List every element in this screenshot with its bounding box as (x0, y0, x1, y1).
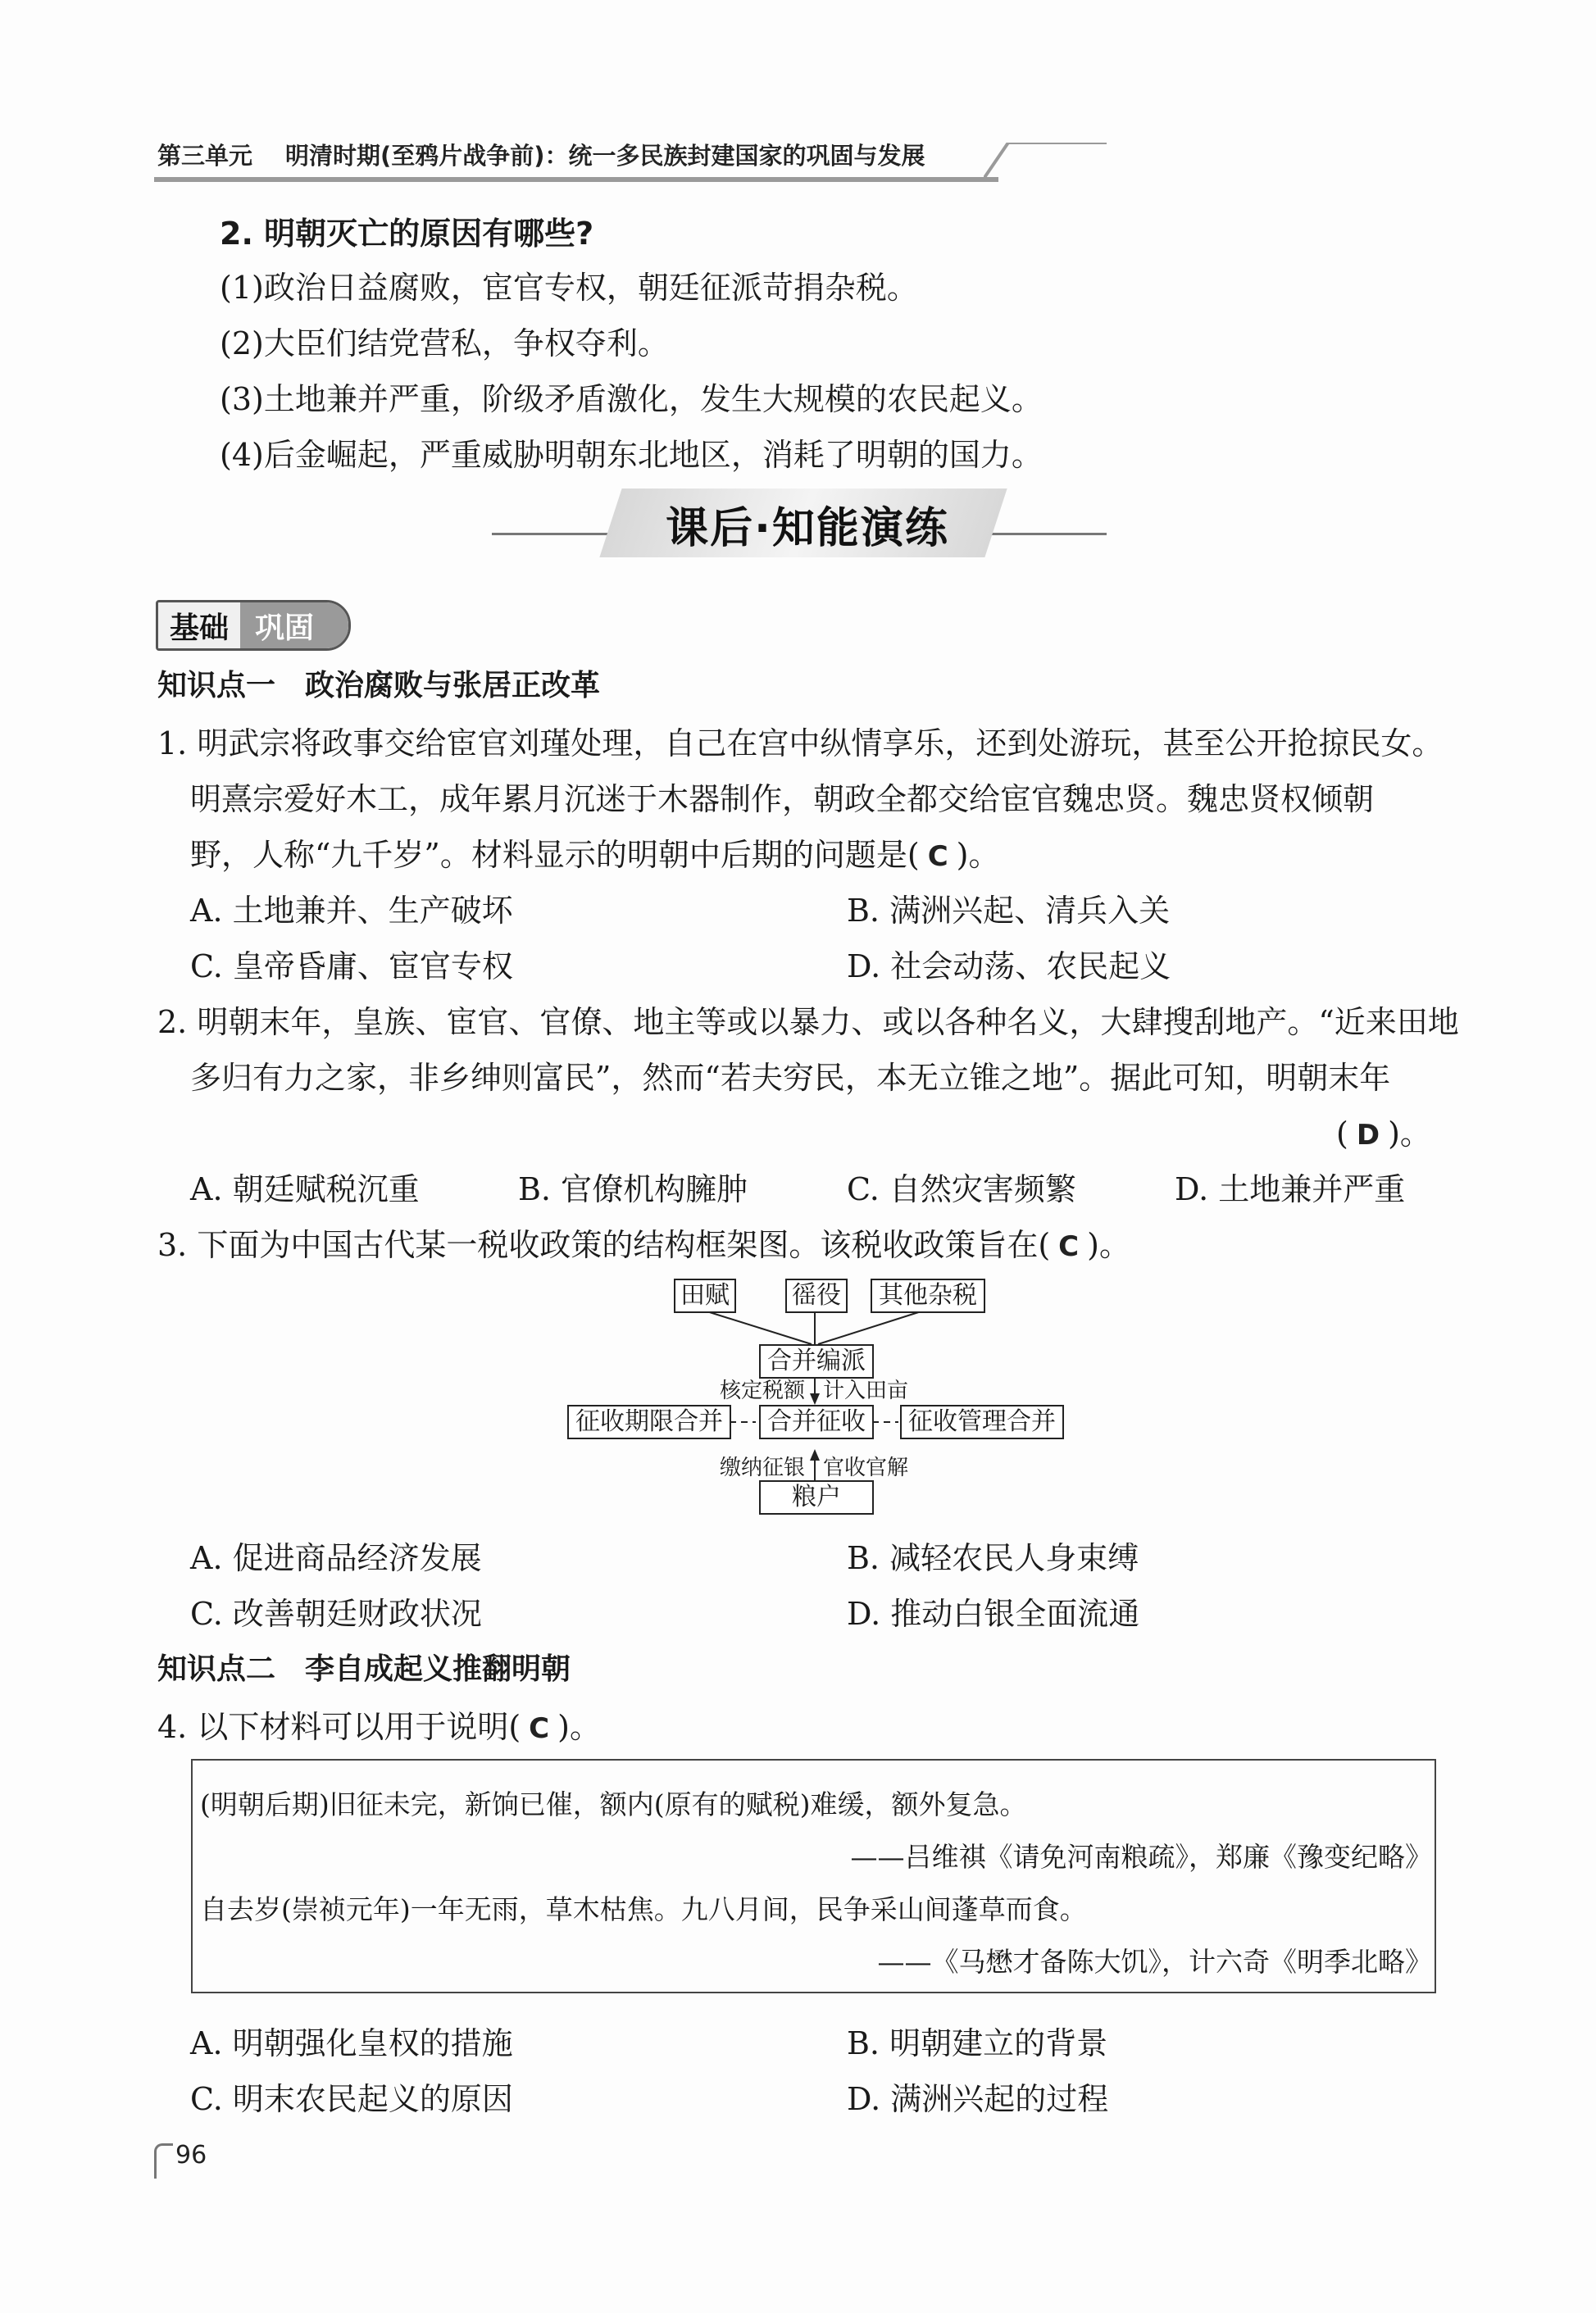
q2-answer: D (1356, 1119, 1380, 1152)
q1-answer: C (927, 840, 948, 873)
page-number: 96 (175, 2141, 207, 2170)
q1-stem-end: 野，人称“九千岁”。材料显示的明朝中后期的问题是( (190, 837, 920, 873)
review-answer-4: (4)后金崛起，严重威胁明朝东北地区，消耗了明朝的国力。 (220, 437, 1043, 473)
q2-close: )。 (1388, 1116, 1431, 1152)
diagram-label-lower-right: 官收官解 (823, 1456, 909, 1480)
tag-part-2: 巩固 (240, 602, 348, 648)
q4-line-1 (157, 1702, 601, 1747)
q2-open: ( (1336, 1116, 1348, 1152)
q4-option-b: B. 明朝建立的背景 (847, 2025, 1108, 2061)
q1-option-c: C. 皇帝昏庸、宦官专权 (190, 948, 513, 984)
tag-part-1: 基础 (158, 602, 240, 648)
q4-answer: C (529, 1712, 550, 1745)
page-number-bracket (154, 2143, 173, 2179)
q1-line-2: 明熹宗爱好木工，成年累月沉迷于木器制作，朝政全都交给宦官魏忠贤。魏忠贤权倾朝 (190, 781, 1375, 817)
quote-source-1: ——吕维祺《请免河南粮疏》，郑廉《豫变纪略》 (850, 1841, 1432, 1873)
q1-close: )。 (956, 837, 1000, 873)
q4-option-a: A. 明朝强化皇权的措施 (190, 2025, 513, 2061)
diagram-box-yaoyi: 徭役 (785, 1279, 848, 1313)
quote-line-2: 自去岁(崇祯元年)一年无雨，草木枯焦。九八月间，民争采山间蓬草而食。 (200, 1893, 1087, 1925)
knowledge-point-1: 知识点一 政治腐败与张居正改革 (157, 669, 601, 702)
quote-line-1: (明朝后期)旧征未完，新饷已催，额内(原有的赋税)难缓，额外复急。 (200, 1788, 1027, 1820)
quote-source-2: ——《马懋才备陈大饥》，计六奇《明季北略》 (877, 1946, 1432, 1978)
knowledge-point-2: 知识点二 李自成起义推翻明朝 (157, 1652, 571, 1686)
q2-line-2: 多归有力之家，非乡绅则富民”，然而“若夫穷民，本无立锥之地”。据此可知，明朝末年 (190, 1060, 1391, 1096)
review-question: 2. 明朝灭亡的原因有哪些? (220, 216, 594, 252)
diagram-box-combined-collection: 合并征收 (759, 1405, 874, 1439)
q2-line-1: 2. 明朝末年，皇族、宦官、官僚、地主等或以暴力、或以各种名义，大肆搜刮地产。“近来田地 (157, 1004, 1459, 1040)
diagram-box-tianfu: 田赋 (674, 1279, 736, 1313)
section-banner-title: 课后·知能演练 (666, 504, 949, 553)
diagram-box-period-merge: 征收期限合并 (567, 1405, 731, 1439)
diagram-box-other-taxes: 其他杂税 (871, 1279, 985, 1313)
q4-option-c: C. 明末农民起义的原因 (190, 2081, 513, 2117)
diagram-label-upper-left: 核定税额 (720, 1379, 806, 1403)
diagram-box-grain-households: 粮户 (759, 1480, 874, 1515)
q1-option-a: A. 土地兼并、生产破坏 (190, 893, 513, 929)
q3-stem: 3. 下面为中国古代某一税收政策的结构框架图。该税收政策旨在( (157, 1227, 1051, 1263)
diagram-box-merge: 合并编派 (759, 1344, 874, 1379)
header-unit: 第三单元 (157, 142, 253, 170)
q2-option-b: B. 官僚机构臃肿 (518, 1171, 748, 1207)
q4-stem: 4. 以下材料可以用于说明( (157, 1709, 521, 1745)
q1-option-d: D. 社会动荡、农民起义 (847, 948, 1171, 984)
q1-line-1: 1. 明武宗将政事交给宦官刘瑾处理，自己在宫中纵情享乐，还到处游玩，甚至公开抢掠民女。 (157, 725, 1444, 761)
q3-option-c: C. 改善朝廷财政状况 (190, 1596, 482, 1632)
q3-option-b: B. 减轻农民人身束缚 (847, 1540, 1139, 1576)
q4-close: )。 (557, 1709, 601, 1745)
q4-option-d: D. 满洲兴起的过程 (847, 2081, 1109, 2117)
q2-option-a: A. 朝廷赋税沉重 (190, 1171, 420, 1207)
diagram-label-lower-left: 缴纳征银 (720, 1456, 806, 1480)
diagram-label-upper-right: 计入田亩 (823, 1379, 909, 1403)
q2-option-c: C. 自然灾害频繁 (847, 1171, 1076, 1207)
review-answer-1: (1)政治日益腐败，宦官专权，朝廷征派苛捐杂税。 (220, 270, 918, 306)
header-subtitle: 明清时期(至鸦片战争前)：统一多民族封建国家的巩固与发展 (285, 142, 925, 170)
q3-option-d: D. 推动白银全面流通 (847, 1596, 1140, 1632)
q3-answer: C (1058, 1230, 1080, 1263)
q3-option-a: A. 促进商品经济发展 (190, 1540, 482, 1576)
q3-close: )。 (1087, 1227, 1130, 1263)
review-answer-3: (3)土地兼并严重，阶级矛盾激化，发生大规模的农民起义。 (220, 381, 1043, 417)
review-answer-2: (2)大臣们结党营私，争权夺利。 (220, 325, 669, 361)
q2-option-d: D. 土地兼并严重 (1175, 1171, 1406, 1207)
q1-option-b: B. 满洲兴起、清兵入关 (847, 893, 1171, 929)
diagram-box-management-merge: 征收管理合并 (900, 1405, 1064, 1439)
